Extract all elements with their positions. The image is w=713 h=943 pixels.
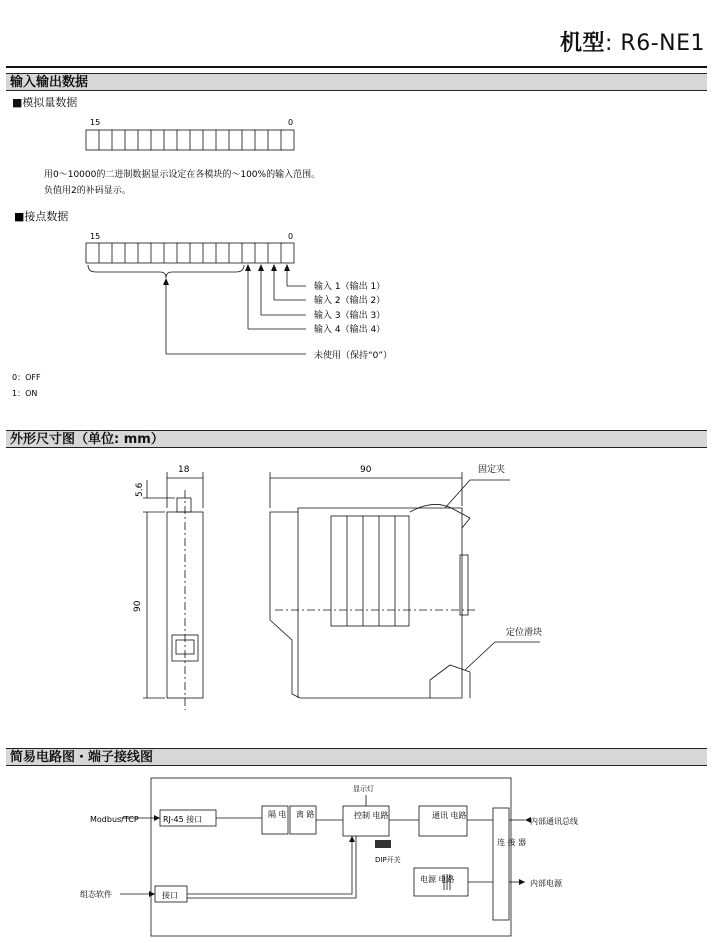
slider-label: 定位滑块 (506, 628, 543, 638)
model-value: R6-NE1 (620, 31, 705, 56)
contact-unused-label: 未使用（保持“0”） (314, 351, 393, 361)
model-label: 机型 (560, 31, 606, 56)
control-label: 控制 电路 (354, 811, 389, 820)
comm-label: 通讯 电路 (432, 811, 467, 820)
power-label: 电源 电路 (420, 875, 455, 884)
front-view-clip (177, 498, 191, 512)
clip-label: 固定夹 (478, 465, 506, 475)
connector-label: 连 接 器 (497, 838, 527, 847)
software-label: 组态软件 (80, 890, 112, 899)
contact-label-4: 输入 4（输出 4） (314, 325, 386, 335)
dip-label: DIP开关 (375, 856, 401, 864)
contact-on: 1：ON (12, 389, 38, 398)
dim-main-height: 90 (133, 600, 143, 612)
contact-label-2: 输入 2（输出 2） (314, 296, 386, 306)
bus-label: 内部通讯总线 (530, 817, 578, 826)
io-data-diagram (0, 110, 713, 410)
section-circuit-title: 简易电路图・端子接线图 (6, 748, 707, 766)
isolation-right-label: 离 路 (296, 810, 315, 819)
contact-register (86, 243, 306, 354)
analog-heading: ■模拟量数据 (12, 96, 78, 109)
dim-top-height: 5.6 (135, 482, 145, 497)
analog-bit-low: 0 (288, 118, 294, 127)
section-dimension-title: 外形尺寸图（单位: mm） (6, 430, 707, 448)
analog-desc-1: 用0～10000的二进制数据显示设定在各模块的～100%的输入范围。 (44, 170, 321, 180)
connector-box (493, 808, 509, 920)
dim-side-width: 90 (360, 465, 372, 475)
module-outline (151, 778, 511, 936)
internal-power-label: 内部电源 (530, 879, 562, 888)
analog-bit-high: 15 (90, 118, 101, 127)
rj45-label: RJ-45 接口 (163, 815, 203, 824)
circuit-diagram (0, 770, 713, 943)
contact-label-3: 输入 3（输出 3） (314, 311, 386, 321)
contact-bit-low: 0 (288, 232, 294, 241)
dim-front-width: 18 (178, 465, 190, 475)
section-io-title: 输入输出数据 (6, 73, 707, 91)
side-view-slider (430, 665, 470, 698)
port-label: 接口 (162, 891, 178, 900)
side-view-vents (331, 516, 409, 626)
indicator-label: 显示灯 (353, 785, 374, 793)
contact-off: 0：OFF (12, 373, 41, 382)
contact-bit-high: 15 (90, 232, 101, 241)
side-view-body (270, 508, 462, 698)
analog-register (86, 130, 294, 150)
analog-desc-2: 负值用2的补码显示。 (44, 186, 131, 196)
contact-label-1: 输入 1（输出 1） (314, 282, 386, 292)
modbus-label: Modbus/TCP (90, 815, 139, 824)
contact-heading: ■接点数据 (14, 210, 69, 223)
dimension-drawing (0, 450, 713, 740)
isolation-left-label: 隔 电 (268, 810, 287, 819)
model-title: 机型: R6-NE1 (560, 31, 705, 56)
header-rule (6, 66, 707, 68)
